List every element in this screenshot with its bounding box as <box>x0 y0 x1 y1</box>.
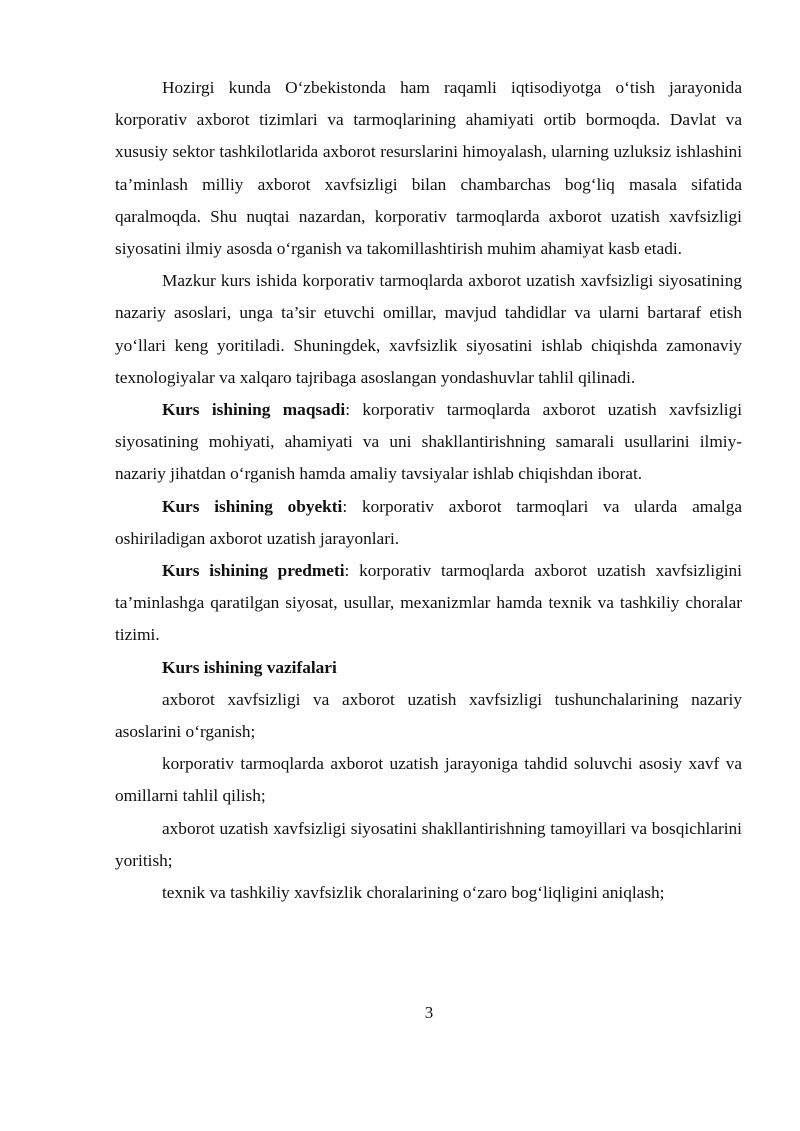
object-paragraph <box>115 491 742 555</box>
task-item: axborot uzatish xavfsizligi siyosatini shakllantirishning tamoyillari va bosqichlarini yoritish; <box>115 818 742 870</box>
subject-text: : korporativ tarmoqlarda axborot uzatish xavfsizligini ta’minlashga qaratilgan siyosat, usullar, mexanizmlar hamda texnik va tashkiliy choralar tizimi. <box>115 561 742 645</box>
scope-paragraph: Mazkur kurs ishida korporativ tarmoqlarda axborot uzatish xavfsizligi siyosatining nazariy asoslari, unga ta’sir etuvchi omillar, mavjud tahdidlar va ularni bartaraf etish yo‘llari keng yoritiladi. Shuningdek, xavfsizlik siyosatini ishlab chiqishda zamonaviy texnologiyalar va xalqaro tajribaga asoslangan yondashuvlar tahlil qilinadi. <box>115 271 742 387</box>
page-number: 3 <box>424 1003 434 1022</box>
page-body <box>115 72 742 909</box>
goal-paragraph <box>115 394 742 491</box>
goal-term: Kurs ishining maqsadi <box>162 400 346 420</box>
subject-term: Kurs ishining predmeti <box>162 561 345 581</box>
object-text: : korporativ axborot tarmoqlari va ularda amalga oshiriladigan axborot uzatish jarayonlari. <box>115 496 743 548</box>
task-item: axborot xavfsizligi va axborot uzatish xavfsizligi tushunchalarining nazariy asoslarini o‘rganish; <box>115 689 742 742</box>
intro-paragraph: Hozirgi kunda O‘zbekistonda ham raqamli iqtisodiyotga o‘tish jarayonida korporativ axborot tizimlari va tarmoqlarining ahamiyati ortib bormoqda. Davlat va xususiy sektor tashkilotlarida axborot resurslarini himoyalash, ularning uzluksiz ishlashini ta’minlash milliy axborot xavfsizligi bilan chambarchas bog‘liq masala sifatida qaralmoqda. Shu nuqtai nazardan, korporativ tarmoqlarda axborot uzatish xavfsizligi siyosatini ilmiy asosda o‘rganish va takomillashtirish muhim ahamiyat kasb etadi. <box>115 78 742 259</box>
tasks-heading: Kurs ishining vazifalari <box>162 657 337 677</box>
object-term: Kurs ishining obyekti <box>162 496 343 516</box>
task-item: korporativ tarmoqlarda axborot uzatish jarayoniga tahdid soluvchi asosiy xavf va omillarni tahlil qilish; <box>115 754 742 806</box>
goal-text: : korporativ tarmoqlarda axborot uzatish xavfsizligi siyosatining mohiyati, ahamiyati va uni shakllantirishning samarali usullarini ilmiy-nazariy jihatdan o‘rganish hamda amaliy tavsiyalar ishlab chiqishdan iborat. <box>115 400 743 484</box>
task-item: texnik va tashkiliy xavfsizlik choralarining o‘zaro bog‘liqligini aniqlash; <box>162 883 665 903</box>
subject-paragraph <box>115 555 742 652</box>
